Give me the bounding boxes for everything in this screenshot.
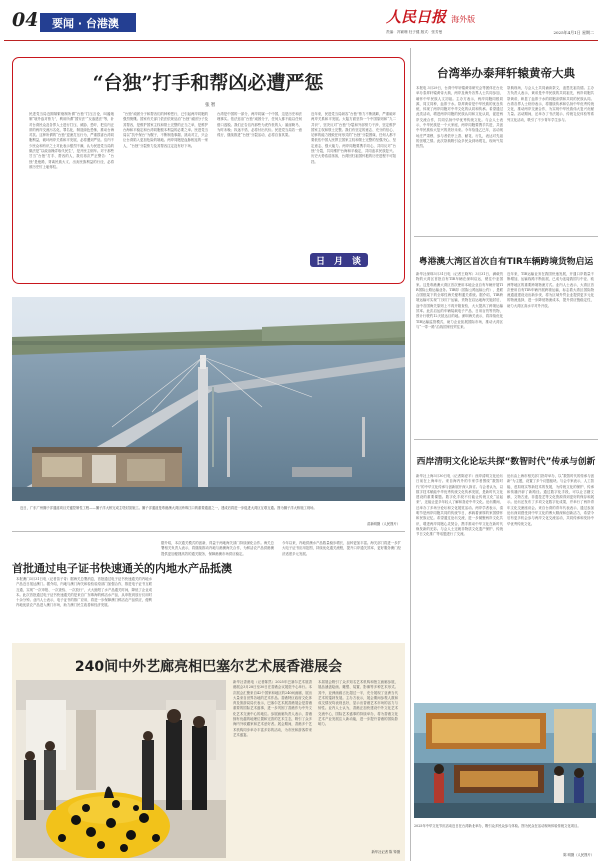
art-article-col-2: 本届展会吸引了众多知名艺术机构和独立画廊参展，展品涵盖绘画、雕塑、装置、影像等多种艺术形式。其中，亚洲画廊占比超过一半，充分展现了亚洲当代艺术的蓬勃发展。主办方表示，展会期间参观人数和成交情况均表现良好，显示出香港艺术市场的活力与韧性。业内人士认为，香港正加快建设中外文化艺术交流中心，国际艺术盛事的持续举办，将为香港文化艺术产业发展注入新动能，进一步提升香港的国际影响力。 [318,680,398,727]
tw-article-col-2: 祭典现场，与会人士共同诵读祭文，追思先祖功德。主办方负责人表示，黄帝是中华民族的共同祖先，两岸同胞共祭黄帝，彰显了血浓于水的同胞亲情和共同的民族认同。台湾各界人士纷纷表示，将继续传承和弘扬中华优秀传统文化，推动两岸交流合作，为实现中华民族伟大复兴贡献力量。活动期间，还举办了书法展示、传统礼仪体验等系列文化活动，吸引了不少青年学生参与。 [507,86,594,122]
tw-article-col-1: 本报电 3月29日，台湾中华轩辕黄帝研究会等团体在台北举办泰拜轩辕黄帝大典，两岸及海外各界人士共同参加，缅怀中华民族人文初祖。主办方表示，两岸同胞同根同源、同文同种，血浓于水。祭拜黄帝是中华民族的优良传统，体现了两岸同胞对中华文化的认同和传承。希望通过此类活动，增进两岸同胞的民族认同和文化认同，促进两岸交流合作，共同弘扬中华优秀传统文化。与会人士表示，中华民族是一个大家庭，两岸同胞要携手共进，共创中华民族伟大复兴的美好未来。今年恰逢乙巳年，活动现场庄严肃穆，参与者依序上香、献花、行礼，表达对先祖的崇敬之情。此次祭典吸引众多民众到场观礼，现场气氛热烈。 [416,86,503,149]
paper-suffix: 海外版 [451,15,476,24]
divider-hk [12,531,405,532]
badge-char-2: 月 [334,257,344,267]
art-photo-credit: 新华社记者 陈 铎摄 [371,850,400,854]
divider-forum [414,439,598,440]
section-title: 要闻 · 台港澳 [52,17,119,30]
issue-date: 2025年4月1日 星期二 [553,30,594,35]
hk-article-col-2: 据介绍，本次通关模式的创新，得益于两地海关部门持续深化合作。海关总署相关负责人表示，将继续推动内地与港澳海关合作，为鲜活农产品供港澳提供更加便捷高效的通关服务，保障港澳市场供应稳定。 [161,541,274,556]
paper-logo [386,6,496,30]
right-photo-caption: 2025年中华文化节庆活动近日在台湾新北举办，吸引众多民众参与体验。图为民众在活动现场体验传统文化项目。 [414,824,581,828]
forum-article-title: 西岸清明文化论坛共探“数智时代”传承与创新 [416,457,596,467]
tw-article-title: 台湾举办泰拜轩辕黄帝大典 [437,66,575,80]
forum-article-col-1: 新华社上海3月30日电（记者陈爱平）西岸清明文化论坛日前在上海举行。来自海内外的专家学者围绕“数智时代”的中华文化传承与创新展开深入探讨。与会者认为，以数字技术赋能中华优秀传统文化传承发展，是新时代文化建设的重要课题。数字化手段不仅能让传统文化“活起来”，还能让更多年轻人了解和喜爱中华文化。论坛期间，还举办了多场分论坛和文化展览活动。两岸学者表示，清明节是两岸同胞共同的传统节日，承载着深厚的家国情怀和民族记忆。希望通过论坛交流，进一步凝聚两岸文化共识，增进两岸同胞心灵契合，携手推动中华文化在新时代焕发新的光彩。与会人士还就非物质文化遗产保护、传统节日文化推广等话题进行了交流。 [416,474,503,537]
art-photo-image [16,680,226,858]
commentary-box [12,57,405,284]
bridge-photo-caption: 近日，广东广州狮子洋通道项目关键控制性工程——狮子洋大桥完成主塔封顶施工。狮子洋通道是粤港澳大湾区跨珠江口的重要通道之一，建成后将进一步促进大湾区互联互通。图为狮子洋大桥施工现场。 [20,506,317,510]
vertical-divider [410,48,411,861]
badge-char-1: 日 [316,257,326,267]
tir-article-title: 粤港澳大湾区首次自有TIR车辆跨境货物启运 [418,257,594,267]
hk-article-title: 首批通过电子证书快速通关的内地水产品抵澳 [12,562,232,575]
tir-article-col-1: 新华社深圳3月31日电（记者王晓军）3月31日，满载货物的大湾区首批自有TIR车辆在深圳启运，驶往中亚国家。这是粤港澳大湾区首次使用本地企业自有车辆开展TIR国际公路运输业务。TIR即《国际公路运输公约》，是联合国框架下的全球性海关便利通关系统。据介绍，TIR跨境运输可实现“门到门”运输，货物在启运地海关施封后，途中各国海关原则上不再开箱查验，大大提高了跨境运输效率。此次启运的车辆装载电子产品、日用百货等货物，预计行驶约12天抵达目的地。深圳海关表示，将持续优化TIR运输监管模式，助力企业拓展国际市场，推动大湾区与“一带一路”沿线国家经贸往来。 [416,272,503,329]
right-photo-image [414,703,596,818]
bridge-photo-credit: 苗新明摄（人民图片） [367,522,400,526]
badge-char-3: 谈 [352,257,362,267]
right-photo-credit: 陈 明摄（人民图片） [563,853,594,857]
commentary-col-3: 台湾是中国的一部分，两岸同属一个中国，这是历史和法理事实。依法惩治“台独”顽固分子，任何人都不能以任何借口逃脱。我们正告岛内那些为虎作伥的人：悬崖勒马，为时未晚；执迷不悟，必将付出代价。民进党当局若一意孤行，继续推进“台独”分裂活动，必将自食其果。 [217,112,302,138]
masthead [4,3,598,41]
page-number: 04 [12,9,39,31]
right-photo [414,703,596,818]
divider-tir [414,236,598,237]
commentary-badge [310,253,368,267]
commentary-col-1: 民进党当局近期频繁炮制所谓“台独”打压言论，叫嚣炮制“境外敌对势力”，利用所谓“国安法”“反渗透法”等，针对台湾民众及各界人士进行打压、威胁、恐吓，把岛内正常的两岸交流污名化、罪名化，制造绿色恐怖，推动台海对抗。这种所谓的“台独”逆流打压行为，严重损害台湾同胞利益，破坏两岸关系和平发展，必将遭到严惩。岛内不少民众和有识之士对此表示强烈不满，认为民进党当局的做法是“以政治操弄取代民生”，是开民主倒车。对于那些甘当“台独”打手、帮凶的人，我们再次严正警告：“台独”是绝路，背离民族大义、出卖民族利益的行径，必将被历史钉上耻辱柱。 [29,112,114,169]
forum-article-col-2: 论坛由上海市相关部门指导举办，以“数智时代的传承与创新”为主题，设置了多个议题板块。与会专家表示，人工智能、虚拟现实等新技术的发展，为传统文化的保护、传承和传播开辟了新路径。通过数字化手段，可以让古籍文献、文物古迹、非遗技艺等文化资源得到更好的保存和展示。论坛还发布了多项文化数字化成果，并举行了两岸青年文化交流座谈会。来自台湾的青年代表表示，通过参加论坛深切感受到中华文化的博大精深和创新活力，希望今后有更多机会参与两岸文化交流活动，共同传承和发扬中华优秀传统文化。 [507,474,594,526]
bridge-photo [12,297,405,501]
commentary-col-2: “台独”顽固分子和帮凶们的种种恶行，已引起两岸同胞的强烈愤慨。国家有关部门依法依规惩治“台独”顽固分子及其帮凶，是维护国家主权和领土完整的正当之举，是维护台海和平稳定和台湾同胞根本利益的必要之举。民进党当局以“抗中保台”为幌子，不断制造事端、挑动对立，只会让台湾陷入更加危险的境地。两岸同胞是血脉相连的一家人，“台独”分裂势力及其帮凶注定没有好下场。 [123,112,208,148]
bridge-photo-image [12,297,405,501]
art-article-col-1: 新华社香港电（记者陈然）2025年巴塞尔艺术展香港展会3月28日至30日在香港会议展览中心举行。本次展会汇聚来自42个国家和地区的240间画廊，展出大量来自世界各地的艺术作品。香港特区政府文化体育及旅游局局长表示，巴塞尔艺术展香港展会是香港重要的国际艺术盛事，进一步巩固了香港作为中外文化艺术交流中心的地位。参展画廊负责人表示，香港拥有优越的地理位置和完善的艺术生态，吸引了众多海内外收藏家和艺术爱好者。展会期间，香港多个艺术机构同步举办丰富多彩的活动，为市民和游客带来艺术盛宴。 [233,680,312,737]
tir-article-col-2: 近年来，TIR运输业务在我国快速发展，开通口岸数量不断增加，运输线路不断拓展，已成为连接我国与中亚、欧洲等地区的重要跨境物流方式。业内人士表示，大湾区首次使用自有TIR车辆开展跨境运输，标志着大湾区国际物流通道建设迈出新步伐，将为区域外贸企业提供更多元化的物流选择，进一步降低物流成本，提升供应链稳定性，助力大湾区高水平对外开放。 [507,272,594,308]
section-banner [40,13,136,32]
hk-article-col-3: 今年以来，内地供澳水产品数量稳步增长，品种更加丰富。海关部门将进一步扩大电子证书应用范围，持续优化通关流程，提升口岸通关效率，更好服务澳门经济适度多元发展。 [282,541,401,556]
hk-article-col-1: 本报澳门3月31日电（记者苗子奇）据海关总署消息，首批通过电子证书快速通关的内地水产品近日抵达澳门。据介绍，内地与澳门海关和检验检疫部门加强合作，推进电子证书互联互通，实现“一次申报、一次查验、一次放行”，大大缩短了水产品通关时间，降低了企业成本。此次首批通过电子证书快速通关的是来自广东珠海的鲜活水产品，从申报到放行仅用时十余分钟。业内人士表示，电子证书的推广应用，将进一步保障澳门鲜活农产品供应，便利内地优质农产品进入澳门市场，助力澳门民生改善和经济发展。 [16,577,152,608]
commentary-title: “台独”打手和帮凶必遭严惩 [92,72,324,94]
art-photo [16,680,226,858]
editors: 责编：冯颖珊 杜子健 版式：张芳曼 [386,30,443,34]
commentary-col-4: 近年来，民进党当局纵容“台独”势力不断挑衅，严重破坏两岸关系和平发展。大陆方面坚持一个中国原则和“九二共识”，坚决反对“台独”分裂和外部势力干涉，坚定维护国家主权和领土完整。我们有坚定的意志、充分的信心、足够的能力挫败任何形式的“台独”分裂图谋，任何人都不要低估中国人民捍卫国家主权和领土完整的坚强决心、坚定意志、强大能力。两岸同胞要携手同心，共同反对“台独”分裂，共同维护台海和平稳定，共同追求民族复兴。历史大势浩浩荡荡，台湾回归祖国怀抱的历史进程不可阻挡。 [311,112,396,164]
paper-name: 人民日报 [386,8,447,26]
commentary-author: 张 智 [205,103,216,108]
art-article-title: 240间中外艺廊亮相巴塞尔艺术展香港展会 [74,659,343,675]
